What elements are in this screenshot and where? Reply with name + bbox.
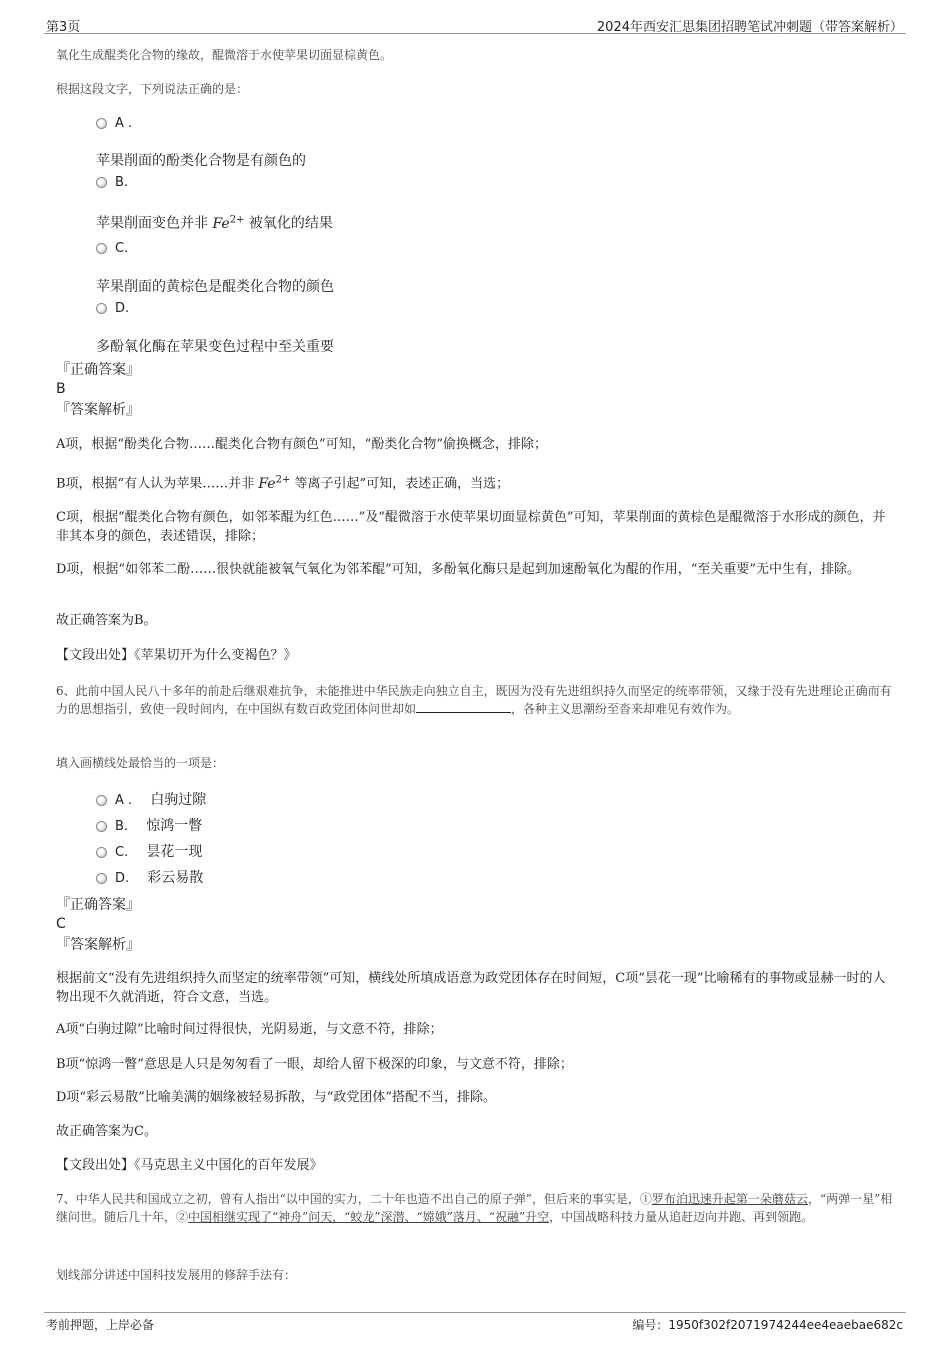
option-letter: C. [115, 845, 129, 860]
q5-analysis-d: D项，根据“如邻苯二酚……很快就能被氧气氧化为邻苯醌”可知，多酚氧化酶只是起到加速酚氧化为醌的作用，“至关重要”无中生有，排除。 [56, 562, 861, 577]
radio-icon[interactable] [96, 795, 107, 806]
document-title: 2024年西安汇思集团招聘笔试冲刺题（带答案解析） [596, 20, 903, 35]
underlined-phrase-2: 中国相继实现了“神舟”问天，“蛟龙”深潜、“嫦娥”落月、“祝融”升空 [188, 1210, 550, 1224]
q6-analysis-label: 『答案解析』 [56, 937, 140, 953]
q6-option-a[interactable] [96, 790, 206, 810]
q5-analysis-a: A项，根据“酚类化合物……醌类化合物有颜色”可知，“酚类化合物”偷换概念，排除； [56, 437, 547, 452]
fe2-formula: $Fe^{2+}$ [258, 474, 291, 492]
q5-option-a[interactable] [96, 116, 132, 131]
q6-analysis-a: A项“白驹过隙”比喻时间过得很快，光阴易逝，与文意不符，排除； [56, 1022, 443, 1037]
q6-analysis-main: 根据前文“没有先进组织持久而坚定的统率带领”可知，横线处所填成语意为政党团体存在时间短，C项“昙花一现”比喻稀有的事物或显赫一时的人物出现不久就消逝，符合文意，当选。 [56, 971, 886, 1005]
q5-source: 【文段出处】《苹果切开为什么变褐色？》 [56, 648, 297, 663]
q5-option-c-text: 苹果削面的黄棕色是醌类化合物的颜色 [96, 279, 334, 295]
footer-slogan: 考前押题，上岸必备 [46, 1318, 155, 1332]
q5-analysis-b: B项，根据“有人认为苹果……并非 $Fe^{2+}$ 等离子引起”可知，表述正确，当选； [56, 474, 510, 492]
radio-icon[interactable] [96, 177, 107, 188]
radio-icon[interactable] [96, 303, 107, 314]
q7-prompt: 划线部分讲述中国科技发展用的修辞手法有： [56, 1268, 297, 1282]
option-letter: D. [115, 301, 130, 316]
q5-option-d-text: 多酚氧化酶在苹果变色过程中至关重要 [96, 339, 334, 355]
q5-passage-tail: 氧化生成醌类化合物的缘故，醌微溶于水使苹果切面显棕黄色。 [56, 48, 393, 62]
q5-option-b-text [96, 210, 333, 234]
option-text: 白驹过隙 [150, 792, 207, 808]
q5-option-c[interactable] [96, 241, 128, 256]
q6-option-d[interactable] [96, 868, 203, 888]
q5-prompt: 根据这段文字，下列说法正确的是： [56, 82, 249, 96]
q5-answer-label: 『正确答案』 [56, 362, 140, 378]
q5-analysis-c: C项，根据“醌类化合物有颜色，如邻苯醌为红色……”及“醌微溶于水使苹果切面显棕黄色”可知，苹果削面的黄棕色是醌微溶于水形成的颜色，并非其本身的颜色，表述错误，排除； [56, 510, 886, 544]
option-letter: D. [115, 871, 130, 886]
q6-conclusion: 故正确答案为C。 [56, 1124, 157, 1139]
q6-analysis-d: D项“彩云易散”比喻美满的姻缘被轻易拆散，与“政党团体”搭配不当，排除。 [56, 1090, 497, 1105]
q6-stem: 6、此前中国人民八十多年的前赴后继艰难抗争，未能推进中华民族走向独立自主，既因为没有先进组织持久而坚定的统率带领，又缘于没有先进理论正确而有力的思想指引，致使一段时间内，在中国纵有数百政党团体问世却如 ，各种主义思潮纷至沓来却难见有效作为。 [56, 684, 892, 716]
footer-divider [44, 1312, 906, 1313]
option-text: 彩云易散 [147, 870, 204, 886]
radio-icon[interactable] [96, 847, 107, 858]
q5-option-d[interactable] [96, 301, 129, 316]
q7-stem: 7、中华人民共和国成立之初，曾有人指出“以中国的实力，二十年也造不出自己的原子弹”，但后来的事实是，①罗布泊迅速升起第一朵蘑菇云，“两弹一星”相继问世。随后几十年，②中国相继实现了“神舟”问天，“蛟龙”深潜、“嫦娥”落月、“祝融”升空，中国战略科技力量从追赶迈向并跑、再到领跑。 [56, 1192, 893, 1224]
option-letter: B. [115, 175, 129, 190]
header-divider [44, 33, 906, 34]
option-letter: A . [115, 793, 133, 808]
radio-icon[interactable] [96, 243, 107, 254]
q6-source: 【文段出处】《马克思主义中国化的百年发展》 [56, 1158, 323, 1173]
fe2-formula: $Fe^{2+}$ [212, 214, 245, 232]
q6-prompt: 填入画横线处最恰当的一项是： [56, 756, 225, 770]
option-text: 昙花一现 [146, 844, 203, 860]
option-letter: A . [115, 116, 133, 131]
document-code: 编号：1950f302f2071974244ee4eaebae682c [632, 1318, 903, 1332]
underlined-phrase-1: 罗布泊迅速升起第一朵蘑菇云 [651, 1192, 808, 1206]
q6-answer-label: 『正确答案』 [56, 897, 140, 913]
radio-icon[interactable] [96, 873, 107, 884]
q6-analysis-b: B项“惊鸿一瞥”意思是人只是匆匆看了一眼，却给人留下极深的印象，与文意不符，排除； [56, 1057, 573, 1072]
q6-option-b[interactable] [96, 816, 202, 836]
q6-option-c[interactable] [96, 842, 202, 862]
option-text-after: 被氧化的结果 [248, 215, 333, 232]
q5-analysis-label: 『答案解析』 [56, 402, 140, 418]
q5-option-b[interactable] [96, 175, 128, 190]
option-text: 惊鸿一瞥 [146, 818, 203, 834]
page-number: 第3页 [46, 20, 81, 35]
q5-conclusion: 故正确答案为B。 [56, 613, 157, 628]
option-text-before: 苹果削面变色并非 [96, 215, 208, 232]
option-letter: C. [115, 241, 129, 256]
fill-blank [416, 700, 511, 713]
q5-option-a-text: 苹果削面的酚类化合物是有颜色的 [96, 153, 306, 169]
q6-answer: C [56, 916, 66, 932]
option-letter: B. [115, 819, 129, 834]
radio-icon[interactable] [96, 118, 107, 129]
q5-answer: B [56, 381, 66, 397]
radio-icon[interactable] [96, 821, 107, 832]
